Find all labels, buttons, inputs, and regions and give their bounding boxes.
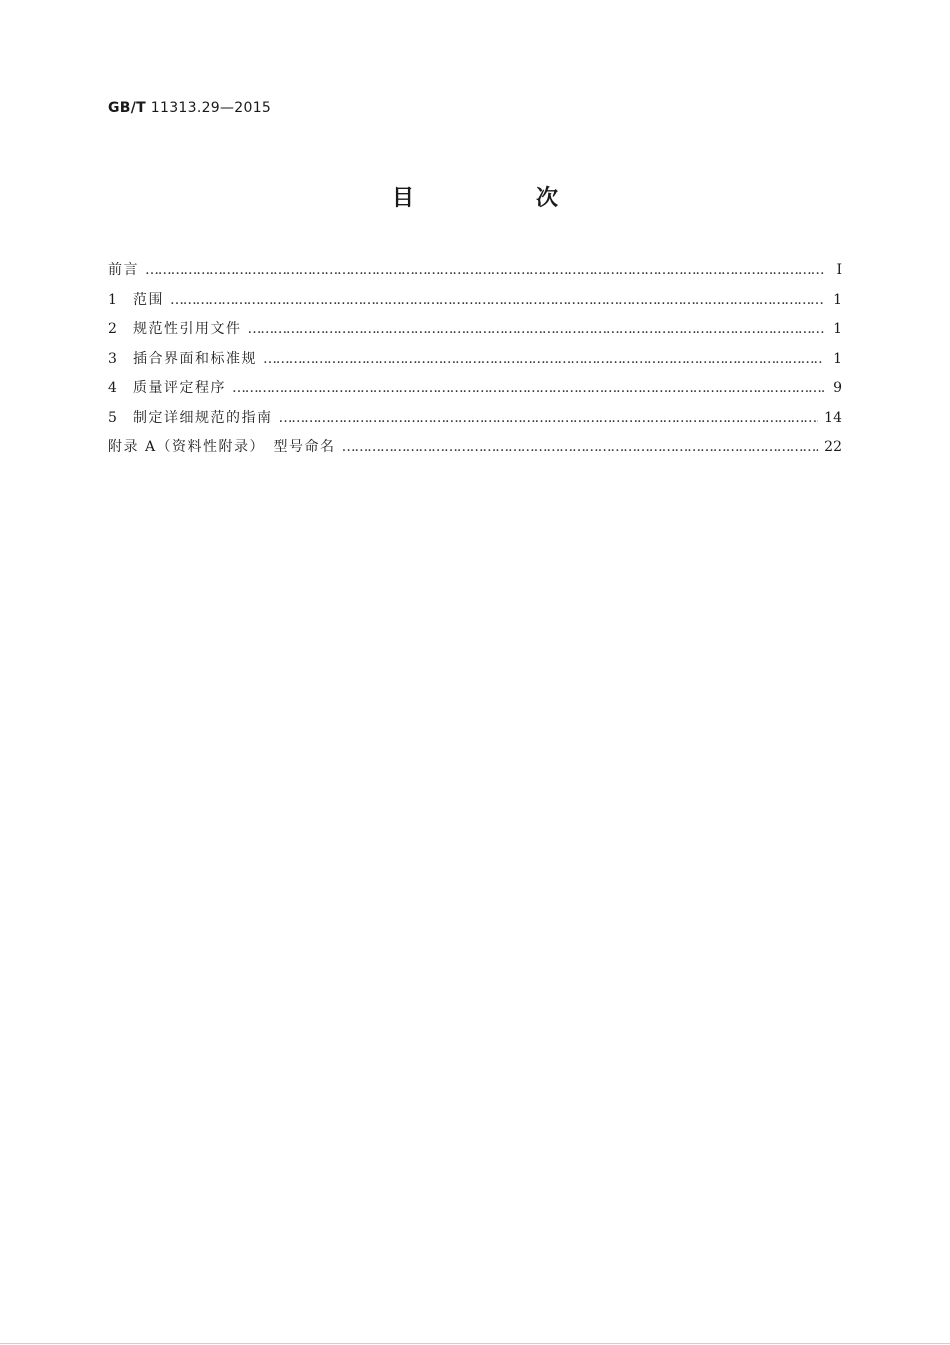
toc-entry-page: 1 [833, 321, 842, 337]
toc-entry-number: 1 [108, 291, 117, 308]
toc-entry-normative-references[interactable] [108, 318, 842, 348]
toc-entry-label: 规范性引用文件 [133, 321, 242, 337]
standard-code: GB/T [108, 100, 147, 116]
toc-entry-number: 4 [108, 380, 117, 396]
toc-entry-label: 制定详细规范的指南 [133, 409, 273, 426]
toc-entry-page: 14 [824, 409, 842, 426]
toc-dot-leader [248, 321, 825, 337]
toc-dot-leader [232, 380, 824, 396]
toc-dot-leader [279, 410, 819, 426]
toc-entry-page: Ⅰ [836, 262, 842, 278]
toc-dot-leader [145, 262, 824, 278]
toc-entry-number: 2 [108, 321, 117, 337]
toc-entry-label: 插合界面和标准规 [133, 350, 257, 367]
page-bottom-border [0, 1343, 950, 1344]
standard-number: 11313.29—2015 [150, 100, 272, 116]
toc-entry-number: 5 [108, 409, 117, 426]
toc-entry-number: 3 [108, 350, 117, 367]
toc-entry-label: 范围 [133, 291, 164, 308]
toc-entry-foreword[interactable] [108, 259, 842, 289]
toc-title: 目 次 [391, 186, 608, 211]
toc-entry-page: 1 [833, 350, 842, 367]
toc-entry-label: 附录 A（资料性附录） 型号命名 [108, 439, 336, 455]
toc-entry-page: 9 [833, 380, 842, 396]
toc-entry-mating-interface[interactable] [108, 348, 842, 378]
document-header [108, 100, 271, 116]
toc-entry-quality-assessment[interactable] [108, 377, 842, 407]
table-of-contents [108, 259, 842, 466]
toc-dot-leader [263, 351, 824, 367]
toc-dot-leader [170, 292, 824, 308]
toc-entry-label: 质量评定程序 [133, 380, 226, 396]
toc-dot-leader [342, 439, 819, 455]
toc-entry-detail-spec-guide[interactable] [108, 407, 842, 437]
toc-entry-page: 1 [833, 291, 842, 308]
toc-entry-scope[interactable] [108, 289, 842, 319]
toc-entry-annex-a[interactable] [108, 436, 842, 466]
toc-entry-page: 22 [824, 439, 842, 455]
toc-entry-label: 前言 [108, 262, 139, 278]
